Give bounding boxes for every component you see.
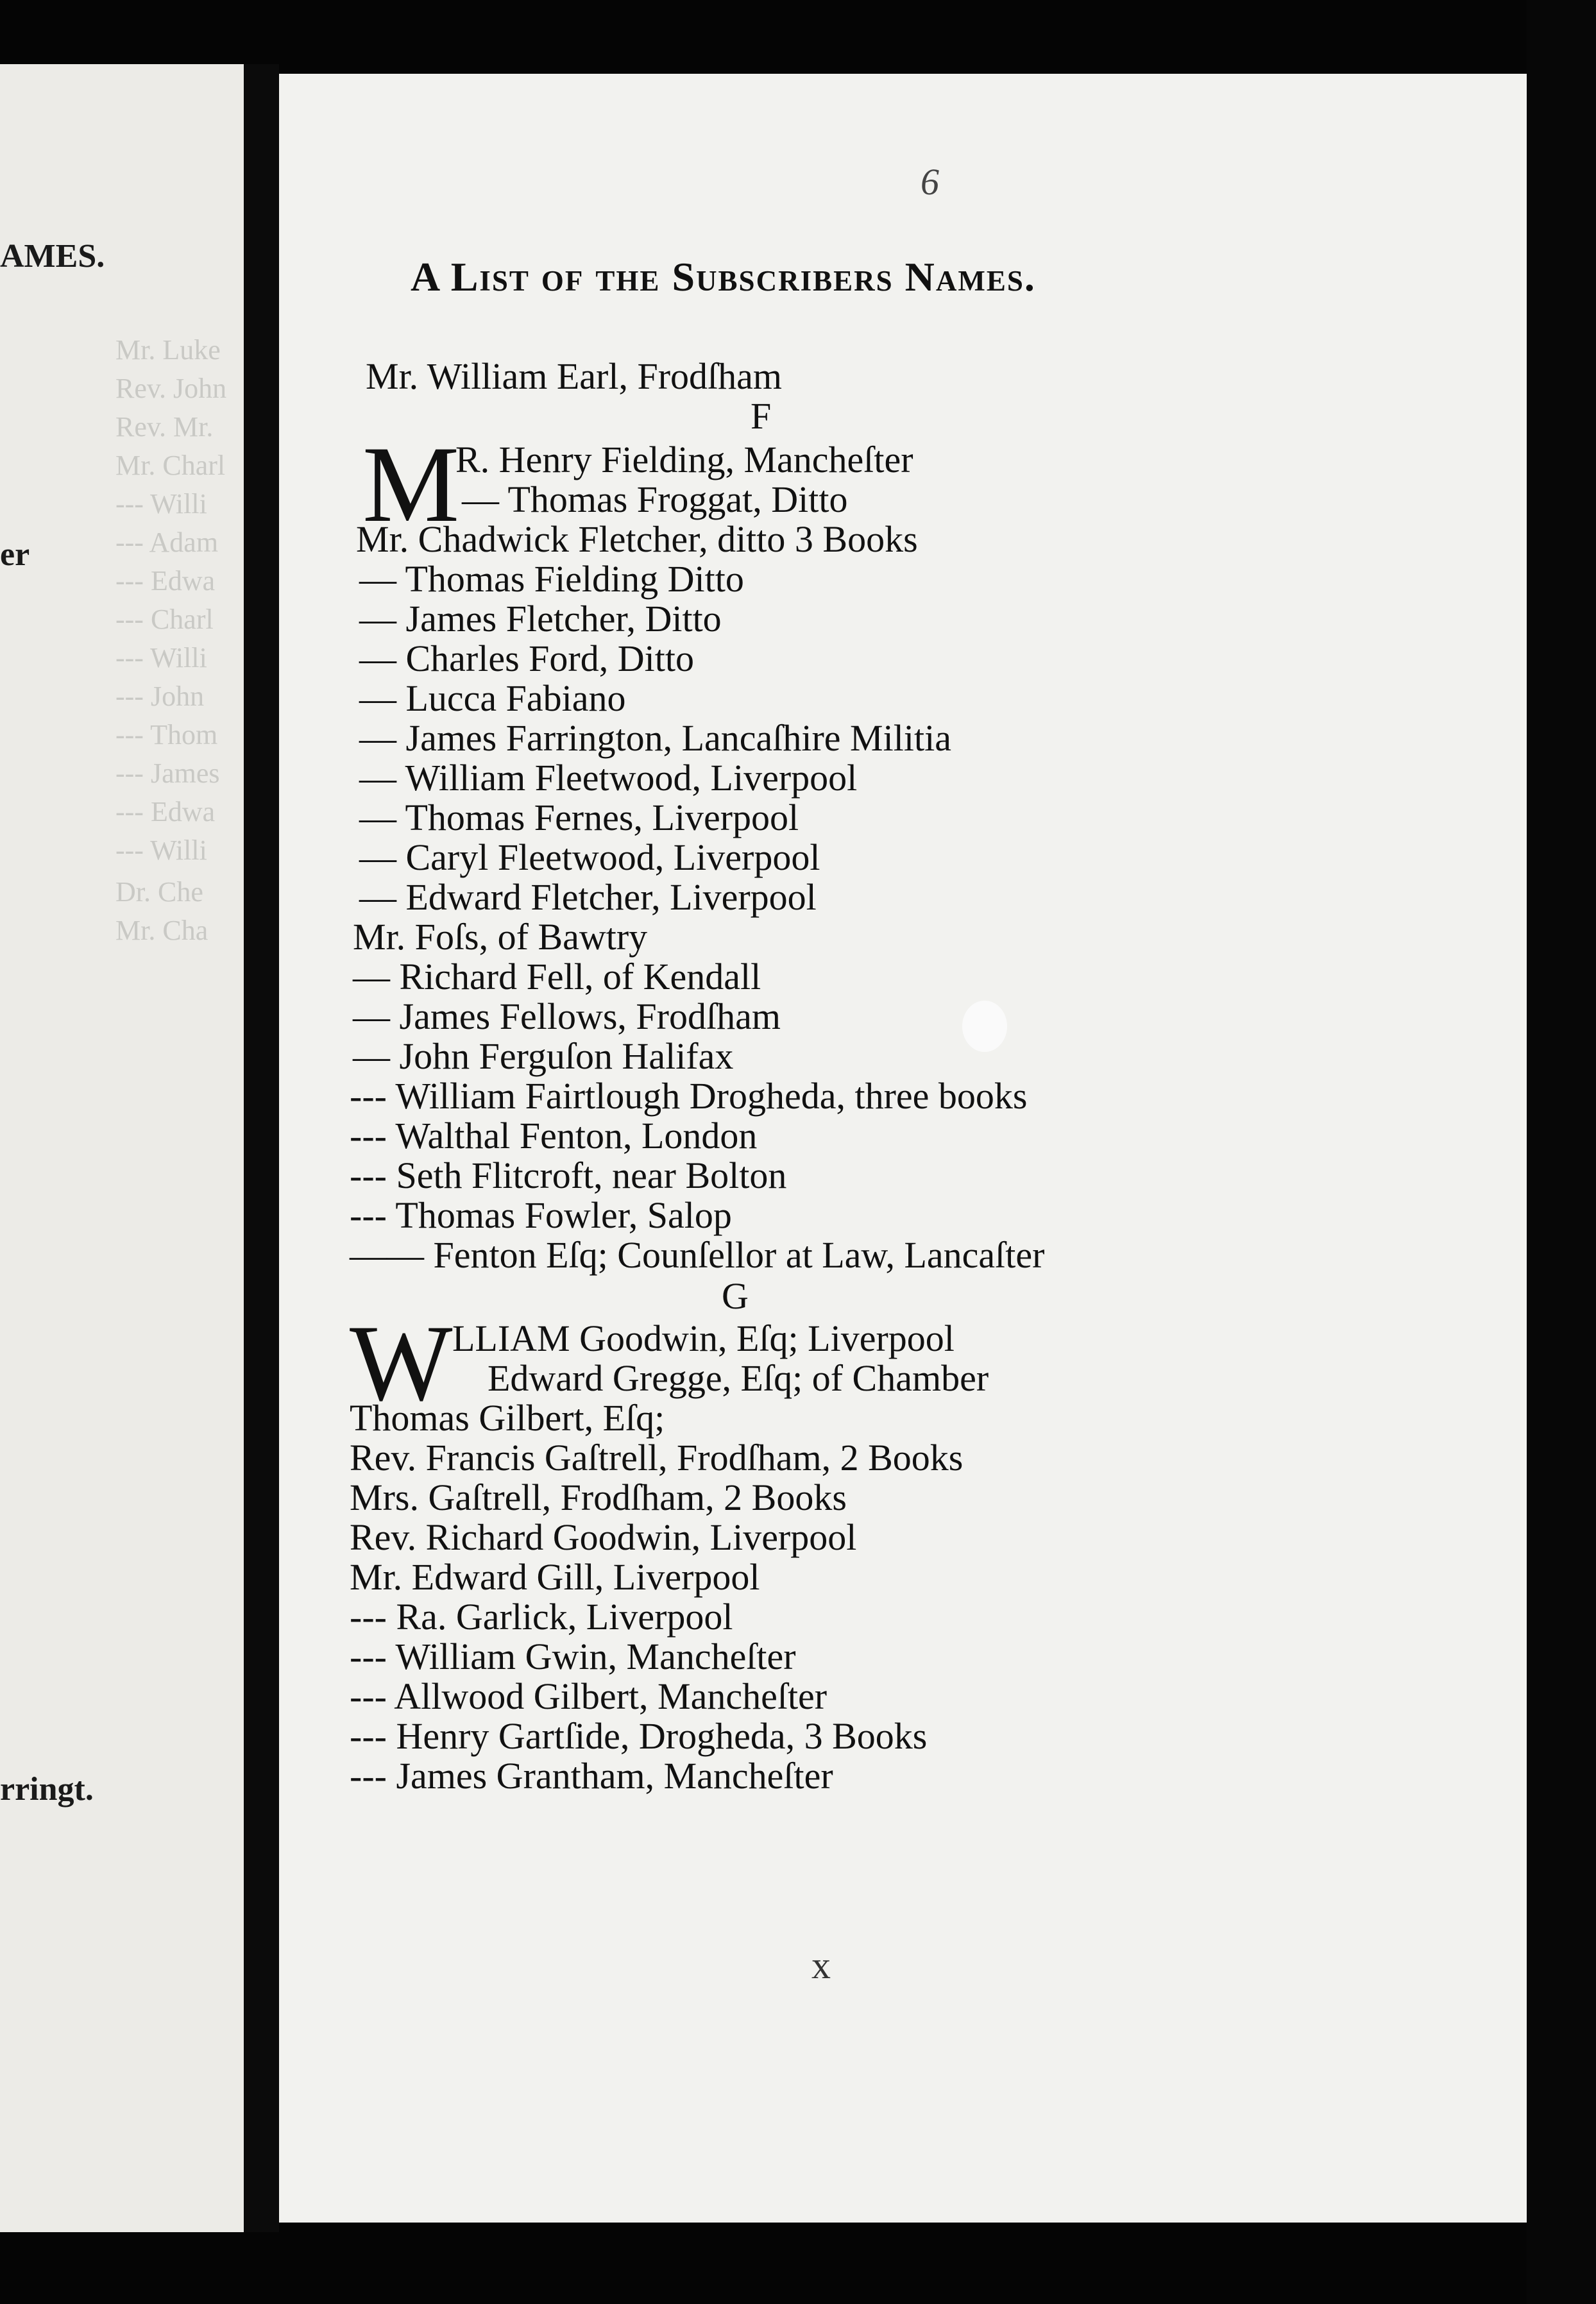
scan-border (1527, 0, 1596, 2304)
subscriber-entry: —— Fenton Eſq; Counſellor at Law, Lancaſter (350, 1234, 1045, 1276)
subscriber-entry: --- Thomas Fowler, Salop (350, 1194, 732, 1236)
subscriber-entry: --- James Grantham, Mancheſter (350, 1755, 833, 1797)
entry-earl: Mr. William Earl, Frodſham (366, 355, 783, 397)
bleed-through-text: --- Thom (115, 719, 218, 750)
document-page (279, 74, 1527, 2223)
subscriber-entry: Mr. Foſs, of Bawtry (353, 916, 648, 958)
subscriber-entry: --- Allwood Gilbert, Mancheſter (350, 1675, 828, 1717)
page-title: A List of the Subscribers Names. (411, 254, 1036, 300)
subscriber-entry: Mr. Edward Gill, Liverpool (350, 1556, 760, 1598)
bleed-through-text: Dr. Che (115, 876, 203, 908)
bleed-through-text: Mr. Cha (115, 915, 208, 946)
page-number: 6 (921, 161, 939, 203)
subscriber-entry: — Edward Fletcher, Liverpool (359, 876, 817, 918)
previous-page-fragment (0, 64, 244, 2232)
subscriber-entry: — Caryl Fleetwood, Liverpool (359, 836, 820, 878)
bleed-through-text: --- Adam (115, 527, 219, 558)
subscriber-entry: LLIAM Goodwin, Eſq; Liverpool (452, 1317, 955, 1359)
subscriber-entry: R. Henry Fielding, Mancheſter (455, 439, 913, 480)
left-line-fragment: er (0, 536, 30, 573)
subscriber-entry: — James Fellows, Frodſham (353, 995, 781, 1037)
bleed-through-text: --- James (115, 758, 220, 789)
subscriber-entry: --- Henry Gartſide, Drogheda, 3 Books (350, 1715, 928, 1757)
bleed-through-text: --- Willi (115, 642, 207, 673)
subscriber-entry: — Richard Fell, of Kendall (353, 956, 761, 997)
bleed-through-text: --- Willi (115, 488, 207, 520)
subscriber-entry: Rev. Francis Gaſtrell, Frodſham, 2 Books (350, 1437, 964, 1478)
subscriber-entry: Mrs. Gaſtrell, Frodſham, 2 Books (350, 1477, 847, 1518)
bleed-through-text: --- Charl (115, 604, 214, 635)
section-letter-f: F (751, 395, 772, 437)
bleed-through-text: --- Edwa (115, 796, 216, 827)
left-header-fragment: AMES. (0, 238, 105, 275)
subscriber-entry: --- Walthal Fenton, London (350, 1115, 758, 1156)
left-bottom-fragment: rringt. (0, 1771, 94, 1808)
subscriber-entry: — James Farrington, Lancaſhire Militia (359, 717, 951, 759)
bleed-through-text: Rev. John (115, 373, 227, 404)
subscriber-entry: — William Fleetwood, Liverpool (359, 757, 858, 799)
subscriber-entry: Edward Gregge, Eſq; of Chamber (488, 1357, 989, 1399)
subscriber-entry: — John Ferguſon Halifax (353, 1035, 734, 1077)
subscriber-entry: --- William Fairtlough Drogheda, three books (350, 1075, 1028, 1117)
bleed-through-text: Rev. Mr. (115, 411, 214, 443)
section-letter-g: G (722, 1275, 749, 1317)
subscriber-entry: Mr. Chadwick Fletcher, ditto 3 Books (356, 518, 918, 560)
bleed-through-text: --- Edwa (115, 565, 216, 597)
subscriber-entry: Thomas Gilbert, Eſq; (350, 1397, 665, 1439)
subscriber-entry: — Thomas Fernes, Liverpool (359, 797, 799, 838)
paper-stain (962, 1001, 1007, 1052)
handwritten-mark: x (811, 1944, 831, 1986)
book-gutter (244, 64, 279, 2232)
subscriber-entry: — Lucca Fabiano (359, 677, 626, 719)
bleed-through-text: --- John (115, 681, 205, 712)
drop-cap-w: W (350, 1303, 453, 1423)
subscriber-entry: --- Ra. Garlick, Liverpool (350, 1596, 733, 1638)
bleed-through-text: --- Willi (115, 834, 207, 866)
subscriber-entry: --- Seth Flitcroft, near Bolton (350, 1155, 787, 1196)
subscriber-entry: — Thomas Fielding Ditto (359, 558, 744, 600)
bleed-through-text: Mr. Charl (115, 450, 226, 481)
subscriber-entry: — James Fletcher, Ditto (359, 598, 722, 640)
subscriber-entry: Rev. Richard Goodwin, Liverpool (350, 1516, 857, 1558)
subscriber-entry: — Charles Ford, Ditto (359, 638, 694, 679)
bleed-through-text: Mr. Luke (115, 334, 221, 366)
subscriber-entry: --- William Gwin, Mancheſter (350, 1636, 796, 1677)
drop-cap-m: M (362, 424, 460, 545)
subscriber-entry: — Thomas Froggat, Ditto (462, 479, 848, 520)
